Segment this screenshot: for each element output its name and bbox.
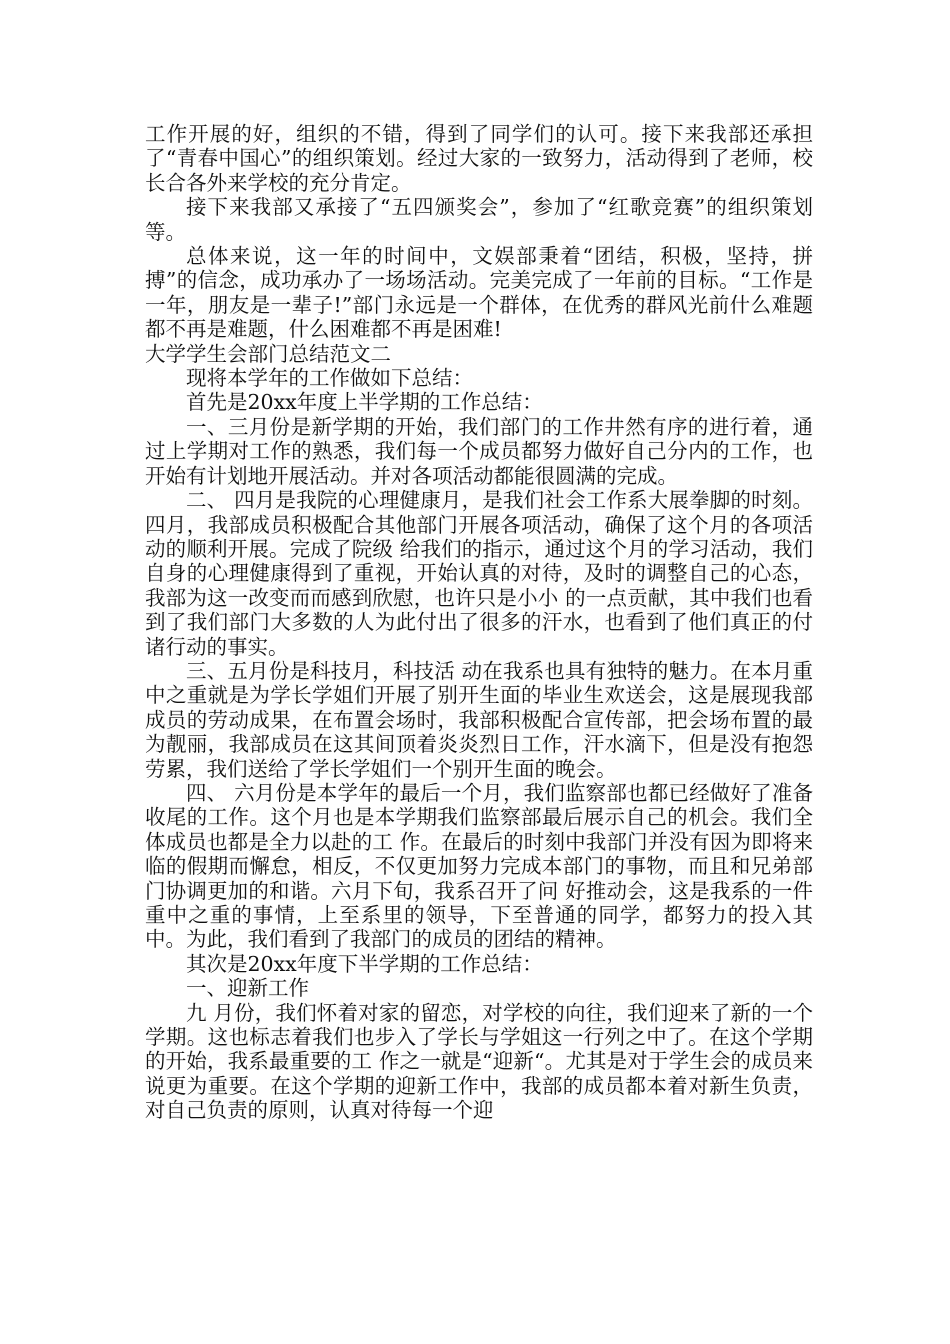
paragraph-13: 九 月份，我们怀着对家的留恋，对学校的向往，我们迎来了新的一个学期。这也标志着我们也步入了学长与学姐这一行列之中了。在这个学期的开始，我系最重要的工 作之一就是“迎新“。尤其是对于学生会的成员来说更为重要。在这个学期的迎新工作中，我部的成员都本着对新生负责，对自己负责的原则，认真对待每一个迎: [145, 1000, 813, 1123]
paragraph-3: 总体来说，这一年的时间中，文娱部秉着“团结，积极，坚持，拼搏”的信念，成功承办了一场场活动。完美完成了一年前的目标。“工作是一年，朋友是一辈子!”部门永远是一个群体，在优秀的群风光前什么难题都不再是难题，什么困难都不再是困难!: [145, 244, 813, 342]
paragraph-7: 一、三月份是新学期的开始，我们部门的工作井然有序的进行着，通过上学期对工作的熟悉，我们每一个成员都努力做好自己分内的工作，也开始有计划地开展活动。并对各项活动都能很圆满的完成。: [145, 414, 813, 488]
paragraph-6: 首先是20xx年度上半学期的工作总结：: [186, 390, 543, 415]
paragraph-8: 二、 四月是我院的心理健康月，是我们社会工作系大展拳脚的时刻。四月，我部成员积极配合其他部门开展各项活动，确保了这个月的各项活动的顺利开展。完成了院级 给我们的指示，通过这个月的学习活动，我们自身的心理健康得到了重视，开始认真的对待，及时的调整自己的心态，我部为这一改变而而感到欣慰，也许只是小小 的一点贡献，其中我们也看到了我们部门大多数的人为此付出了很多的汗水，也看到了他们真正的付诸行动的事实。: [145, 488, 813, 659]
paragraph-5: 现将本学年的工作做如下总结：: [186, 366, 473, 391]
paragraph-9: 三、五月份是科技月，科技活 动在我系也具有独特的魅力。在本月重中之重就是为学长学姐们开展了别开生面的毕业生欢送会，这是展现我部成员的劳动成果，在布置会场时，我部积极配合宣传部，把会场布置的最为靓丽，我部成员在这其间顶着炎炎烈日工作，汗水滴下，但是没有抱怨劳累，我们送给了学长学姐们一个别开生面的晚会。: [145, 658, 813, 781]
paragraph-12: 一、迎新工作: [186, 976, 309, 1001]
paragraph-2: 接下来我部又承接了“五四颁奖会”，参加了“红歌竞赛”的组织策划等。: [145, 195, 813, 244]
document-page: [145, 122, 813, 1123]
paragraph-11: 其次是20xx年度下半学期的工作总结：: [186, 951, 543, 976]
paragraph-1: 工作开展的好，组织的不错，得到了同学们的认可。接下来我部还承担了“青春中国心”的组织策划。经过大家的一致努力，活动得到了老师，校长合各外来学校的充分肯定。: [145, 122, 813, 195]
section-heading: 大学学生会部门总结范文二: [145, 341, 391, 366]
paragraph-10: 四、 六月份是本学年的最后一个月，我们监察部也都已经做好了准备收尾的工作。这个月也是本学期我们监察部最后展示自己的机会。我们全体成员也都是全力以赴的工 作。在最后的时刻中我部门并没有因为即将来临的假期而懈怠，相反，不仅更加努力完成本部门的事物，而且和兄弟部门协调更加的和谐。六月下旬，我系召开了问 好推动会，这是我系的一件重中之重的事情，上至系里的领导，下至普通的同学，都努力的投入其中。为此，我们看到了我部门的成员的团结的精神。: [145, 780, 813, 952]
